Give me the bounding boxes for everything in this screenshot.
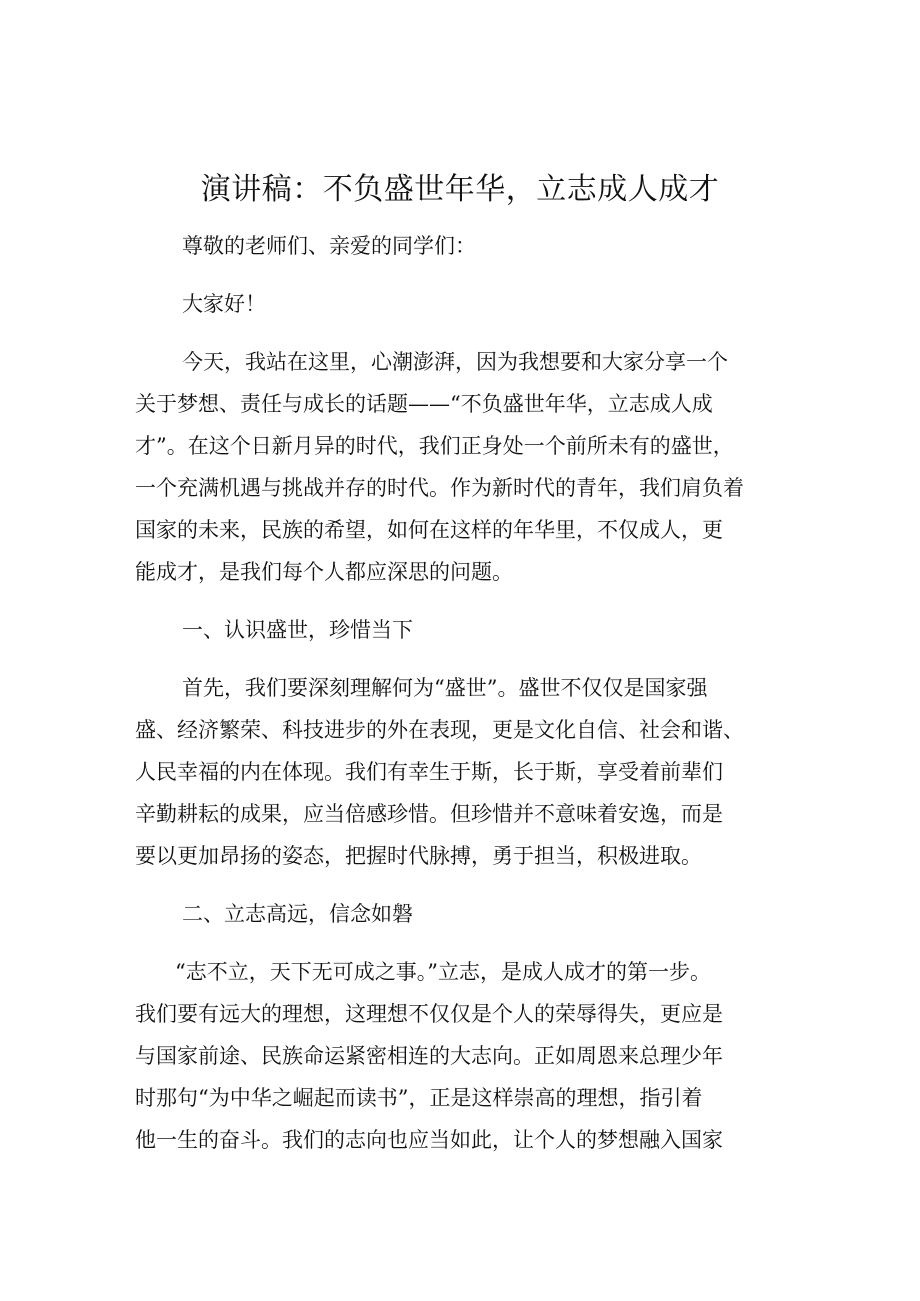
section2-line: “志不立，天下无可成之事。”立志，是成人成才的第一步。 [175, 960, 711, 984]
intro-line: 能成才，是我们每个人都应深思的问题。 [135, 560, 513, 584]
section2-paragraph [135, 951, 795, 1161]
section1-line: 人民幸福的内在体现。我们有幸生于斯，长于斯，享受着前辈们 [135, 760, 723, 784]
intro-paragraph [135, 341, 795, 593]
document-title: 演讲稿：不负盛世年华，立志成人成才 [200, 172, 720, 207]
intro-line: 今天，我站在这里，心潮澎湃，因为我想要和大家分享一个 [182, 350, 728, 374]
section1-heading: 一、认识盛世，珍惜当下 [182, 618, 413, 642]
intro-line: 关于梦想、责任与成长的话题——“不负盛世年华，立志成人成 [135, 392, 713, 416]
section1-line: 盛、经济繁荣、科技进步的外在表现，更是文化自信、社会和谐、 [135, 718, 744, 742]
section2-line: 我们要有远大的理想，这理想不仅仅是个人的荣辱得失，更应是 [135, 1002, 723, 1026]
intro-line: 才”。在这个日新月异的时代，我们正身处一个前所未有的盛世， [135, 434, 734, 458]
hello-paragraph: 大家好！ [182, 292, 266, 316]
intro-line: 国家的未来，民族的希望，如何在这样的年华里，不仅成人，更 [135, 518, 723, 542]
section1-line: 要以更加昂扬的姿态，把握时代脉搏，勇于担当，积极进取。 [135, 844, 702, 868]
section2-line: 时那句“为中华之崛起而读书”，正是这样崇高的理想，指引着 [135, 1086, 703, 1110]
section2-line: 他一生的奋斗。我们的志向也应当如此，让个人的梦想融入国家 [135, 1128, 723, 1152]
intro-line: 一个充满机遇与挑战并存的时代。作为新时代的青年，我们肩负着 [135, 476, 744, 500]
section1-line: 首先，我们要深刻理解何为“盛世”。盛世不仅仅是国家强 [182, 676, 708, 700]
section1-paragraph [135, 667, 795, 877]
document-body [135, 225, 795, 1177]
section2-line: 与国家前途、民族命运紧密相连的大志向。正如周恩来总理少年 [135, 1044, 723, 1068]
section2-heading: 二、立志高远，信念如磐 [182, 902, 413, 926]
section1-line: 辛勤耕耘的成果，应当倍感珍惜。但珍惜并不意味着安逸，而是 [135, 802, 723, 826]
greeting-paragraph: 尊敬的老师们、亲爱的同学们： [182, 234, 476, 258]
